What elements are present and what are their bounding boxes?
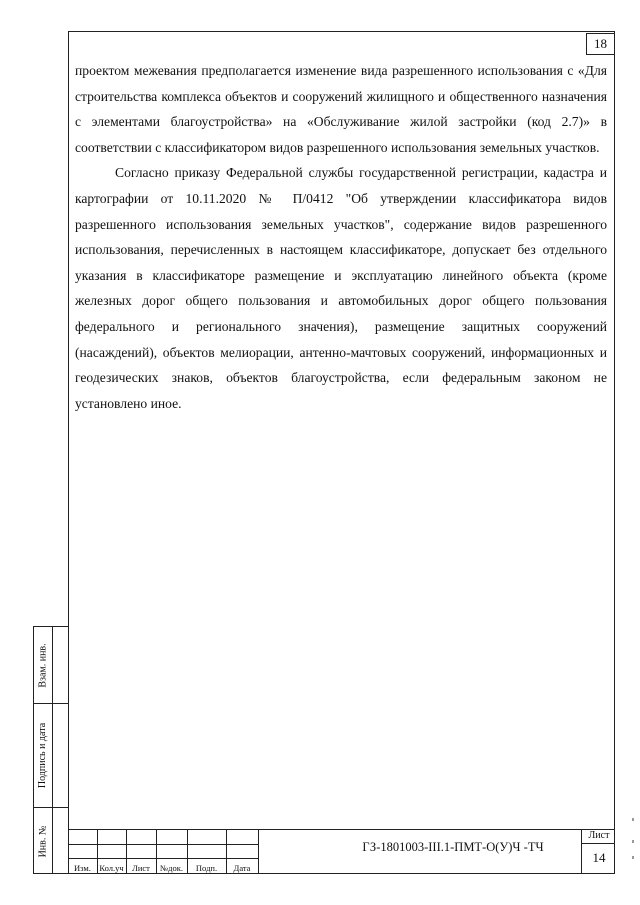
sheet-label: Лист: [588, 830, 610, 841]
column-list: Лист: [132, 863, 150, 873]
side-column-divider: [52, 627, 53, 873]
side-stamp-strip: [33, 626, 69, 874]
paragraph-continuation: проектом межевания предполагается изменение вида разрешенного использования с «Для строительства комплекса объектов и сооружений жилищного и общественного назначения с элементами благоустройства» на «Обслуживание жилой застройки (код 2.7)» в соответствии с классификатором видов разрешенного использования земельных участков.: [75, 63, 607, 155]
column-signature: Подп.: [195, 863, 218, 873]
column-date: Дата: [233, 863, 251, 873]
scan-mark: [632, 840, 634, 843]
document-code: ГЗ-1801003-III.1-ПМТ-О(У)Ч -ТЧ: [362, 840, 544, 854]
scan-mark: [632, 856, 634, 859]
paragraph-order-reference: Согласно приказу Федеральной службы государственной регистрации, кадастра и картографии от 10.11.2020 № П/0412 "Об утверждении классификатора видов разрешенного использования земельных участков", содержание видов разрешенного использования, перечисленных в настоящем классификаторе, допускает без отдельного указания в классификаторе размещение и эксплуатацию линейного объекта (кроме железных дорог общего пользования и автомобильных дорог общего пользования федерального и регионального значения), размещение защитных сооружений (насаждений), объектов мелиорации, антенно-мачтовых сооружений, информационных и геодезических знаков, объектов благоустройства, если федеральным законом не установлено иное.: [75, 165, 607, 411]
sheet-number: 14: [592, 850, 606, 865]
document-body: [75, 58, 607, 416]
column-doc-no: №док.: [160, 863, 183, 873]
side-label-inv-no: Инв. №: [37, 825, 49, 857]
side-label-inv-zam: Взам. инв.: [37, 642, 49, 688]
column-izm: Изм.: [74, 863, 91, 873]
title-block: [68, 829, 615, 874]
column-kol-uch: Кол.уч: [99, 863, 124, 873]
page-number: 18: [586, 33, 615, 55]
side-label-sign-date: Подпись и дата: [37, 722, 49, 788]
scan-mark: [632, 818, 634, 821]
